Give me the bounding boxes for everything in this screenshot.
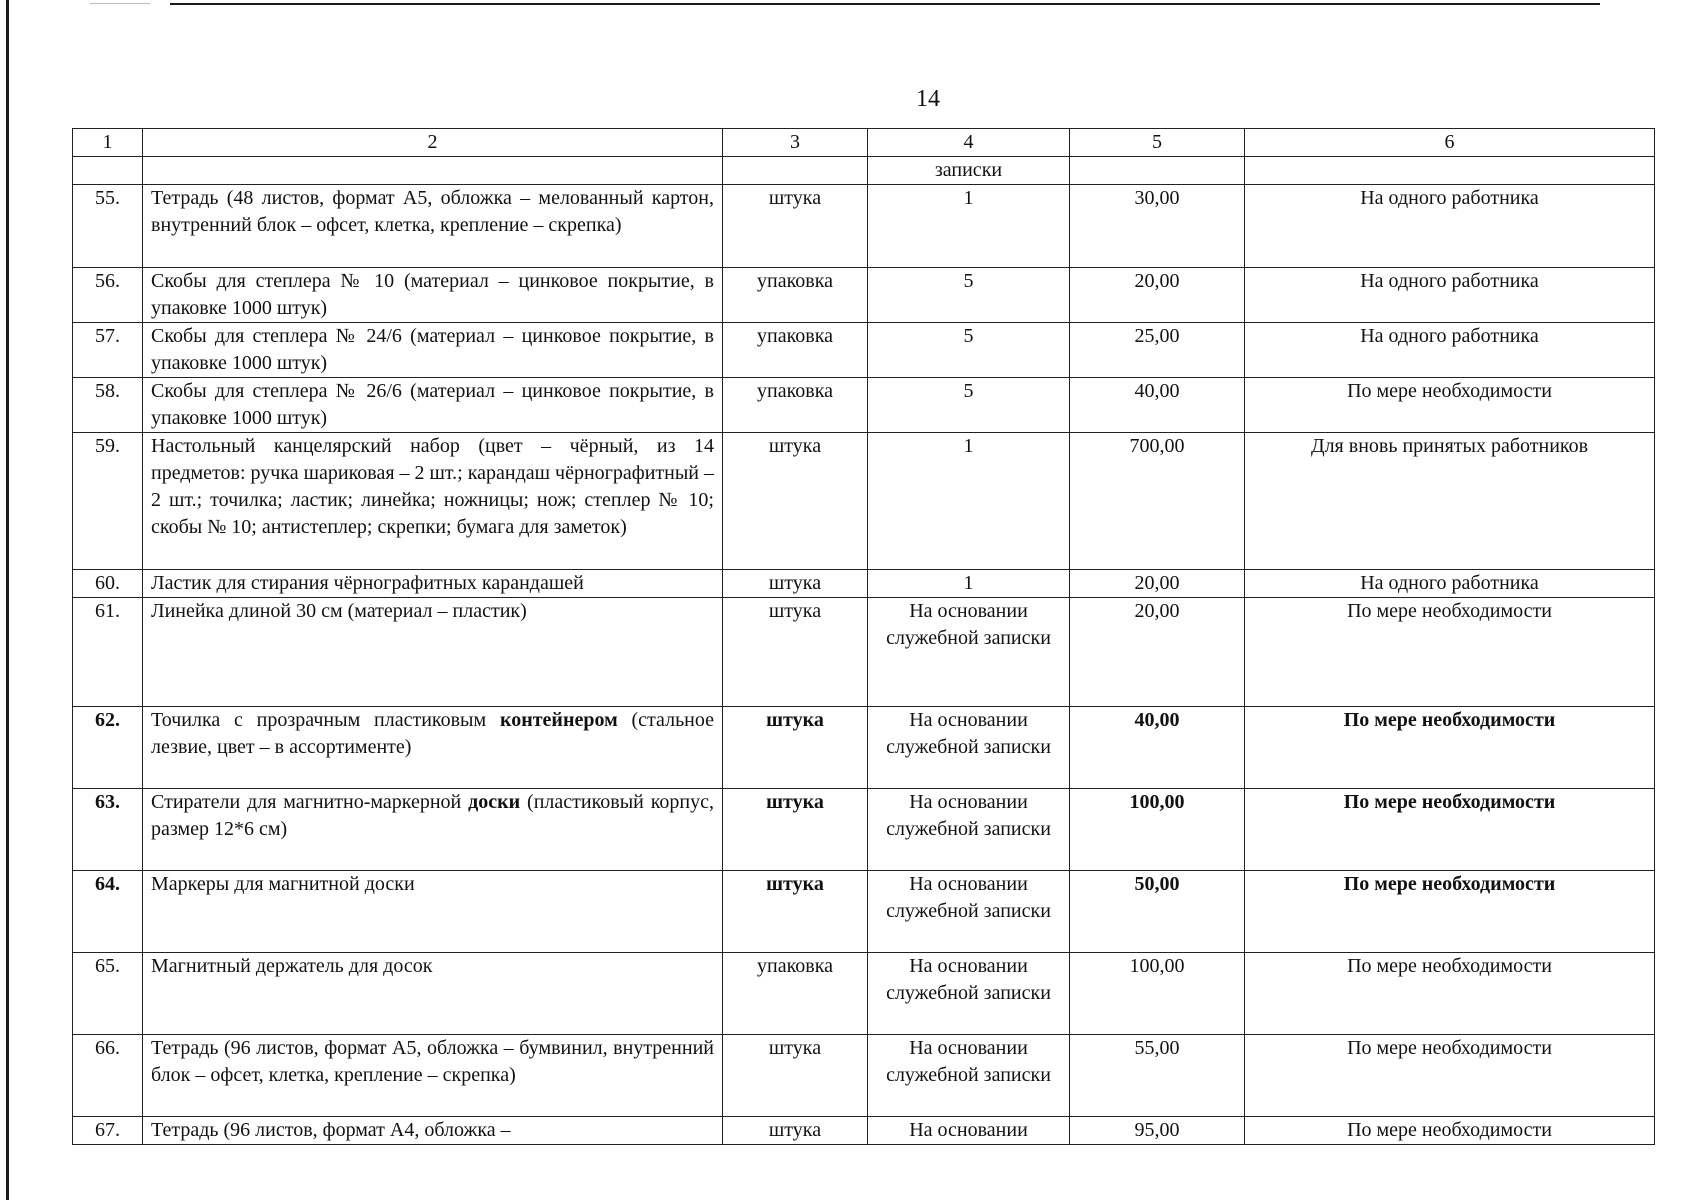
row-number: 66. [73,1035,143,1117]
item-name [143,789,723,871]
item-price: 55,00 [1070,1035,1245,1117]
item-name: Маркеры для магнитной доски [143,871,723,953]
page-number: 14 [916,86,940,112]
item-unit: штука [723,871,868,953]
item-name: Линейка длиной 30 см (материал – пластик) [143,598,723,707]
item-name-text: (стальное лезвие, цвет – в ассортименте) [151,709,715,758]
item-name-text: Стиратели для магнитно-маркерной [151,791,469,813]
table-row [73,433,1655,570]
header-cell: 6 [1245,129,1655,157]
item-note: По мере необходимости [1245,378,1655,433]
item-qty: 1 [868,570,1070,598]
item-price: 20,00 [1070,570,1245,598]
item-name-bold-text: доски [468,791,521,813]
item-note: По мере необходимости [1245,707,1655,789]
item-price: 20,00 [1070,268,1245,323]
row-number: 59. [73,433,143,570]
item-unit: упаковка [723,953,868,1035]
item-note: По мере необходимости [1245,1035,1655,1117]
table-row [73,323,1655,378]
item-unit: штука [723,789,868,871]
item-price: 95,00 [1070,1117,1245,1145]
item-note: По мере необходимости [1245,871,1655,953]
item-note: Для вновь принятых работников [1245,433,1655,570]
item-unit: штука [723,433,868,570]
item-price: 40,00 [1070,707,1245,789]
row-number: 61. [73,598,143,707]
item-unit [723,157,868,185]
item-name [143,707,723,789]
row-number: 55. [73,185,143,268]
header-cell: 2 [143,129,723,157]
table-row [73,871,1655,953]
item-qty: На основании служебной записки [868,1035,1070,1117]
item-note: По мере необходимости [1245,598,1655,707]
table-row [73,268,1655,323]
item-name-text: (пластиковый корпус, размер 12*6 см) [151,791,714,840]
item-note: По мере необходимости [1245,953,1655,1035]
item-unit: упаковка [723,323,868,378]
item-name: Тетрадь (96 листов, формат А4, обложка – [143,1117,723,1145]
item-qty: 5 [868,378,1070,433]
item-price: 50,00 [1070,871,1245,953]
item-qty: На основании служебной записки [868,707,1070,789]
item-qty: На основании служебной записки [868,953,1070,1035]
item-price: 700,00 [1070,433,1245,570]
item-name: Скобы для степлера № 24/6 (материал – цинковое покрытие, в упаковке 1000 штук) [143,323,723,378]
scan-edge-top [170,3,1600,5]
item-unit: штука [723,1117,868,1145]
item-qty: На основании служебной записки [868,598,1070,707]
item-name-text: Точилка с прозрачным пластиковым [151,709,500,731]
scan-edge-left [6,0,9,1200]
item-unit: штука [723,570,868,598]
table-row [73,953,1655,1035]
item-price [1070,157,1245,185]
row-number: 62. [73,707,143,789]
header-cell: 5 [1070,129,1245,157]
item-unit: штука [723,598,868,707]
item-name: Скобы для степлера № 10 (материал – цинковое покрытие, в упаковке 1000 штук) [143,268,723,323]
item-qty: На основании служебной записки [868,871,1070,953]
row-number: 56. [73,268,143,323]
item-qty: На основании [868,1117,1070,1145]
item-name [143,157,723,185]
row-number: 64. [73,871,143,953]
item-unit: штука [723,707,868,789]
item-note: На одного работника [1245,323,1655,378]
goods-table [72,128,1655,1145]
item-name: Настольный канцелярский набор (цвет – чёрный, из 14 предметов: ручка шариковая – 2 шт.; карандаш чёрнографитный – 2 шт.; точилка; ластик; линейка; ножницы; нож; степлер № 10; скобы № 10; антистеплер; скрепки; бумага для заметок) [143,433,723,570]
table-row [73,707,1655,789]
item-price: 40,00 [1070,378,1245,433]
item-qty: записки [868,157,1070,185]
item-note: На одного работника [1245,185,1655,268]
item-price: 100,00 [1070,953,1245,1035]
item-note [1245,157,1655,185]
table-row-continuation [73,157,1655,185]
item-unit: упаковка [723,378,868,433]
item-unit: упаковка [723,268,868,323]
item-name: Тетрадь (96 листов, формат А5, обложка – бумвинил, внутренний блок – офсет, клетка, крепление – скрепка) [143,1035,723,1117]
row-number: 57. [73,323,143,378]
item-name: Тетрадь (48 листов, формат А5, обложка – мелованный картон, внутренний блок – офсет, клетка, крепление – скрепка) [143,185,723,268]
row-number: 58. [73,378,143,433]
row-number: 63. [73,789,143,871]
item-qty: 5 [868,268,1070,323]
row-number: 67. [73,1117,143,1145]
item-price: 20,00 [1070,598,1245,707]
header-cell: 4 [868,129,1070,157]
table-row [73,1117,1655,1145]
item-note: По мере необходимости [1245,1117,1655,1145]
table-row [73,598,1655,707]
item-unit: штука [723,1035,868,1117]
scan-edge-top-faint [90,3,150,4]
item-unit: штука [723,185,868,268]
table-header-row [73,129,1655,157]
row-number: 60. [73,570,143,598]
item-price: 100,00 [1070,789,1245,871]
item-name: Ластик для стирания чёрнографитных карандашей [143,570,723,598]
header-cell: 1 [73,129,143,157]
item-name: Магнитный держатель для досок [143,953,723,1035]
row-number: 65. [73,953,143,1035]
item-note: На одного работника [1245,570,1655,598]
item-note: По мере необходимости [1245,789,1655,871]
row-number [73,157,143,185]
item-price: 30,00 [1070,185,1245,268]
item-price: 25,00 [1070,323,1245,378]
header-cell: 3 [723,129,868,157]
table-row [73,185,1655,268]
table-row [73,789,1655,871]
table-row [73,1035,1655,1117]
item-name-bold-text: контейнером [499,709,618,731]
item-note: На одного работника [1245,268,1655,323]
item-qty: 1 [868,185,1070,268]
item-qty: 5 [868,323,1070,378]
item-name: Скобы для степлера № 26/6 (материал – цинковое покрытие, в упаковке 1000 штук) [143,378,723,433]
table-row [73,378,1655,433]
item-qty: 1 [868,433,1070,570]
table-row [73,570,1655,598]
item-qty: На основании служебной записки [868,789,1070,871]
